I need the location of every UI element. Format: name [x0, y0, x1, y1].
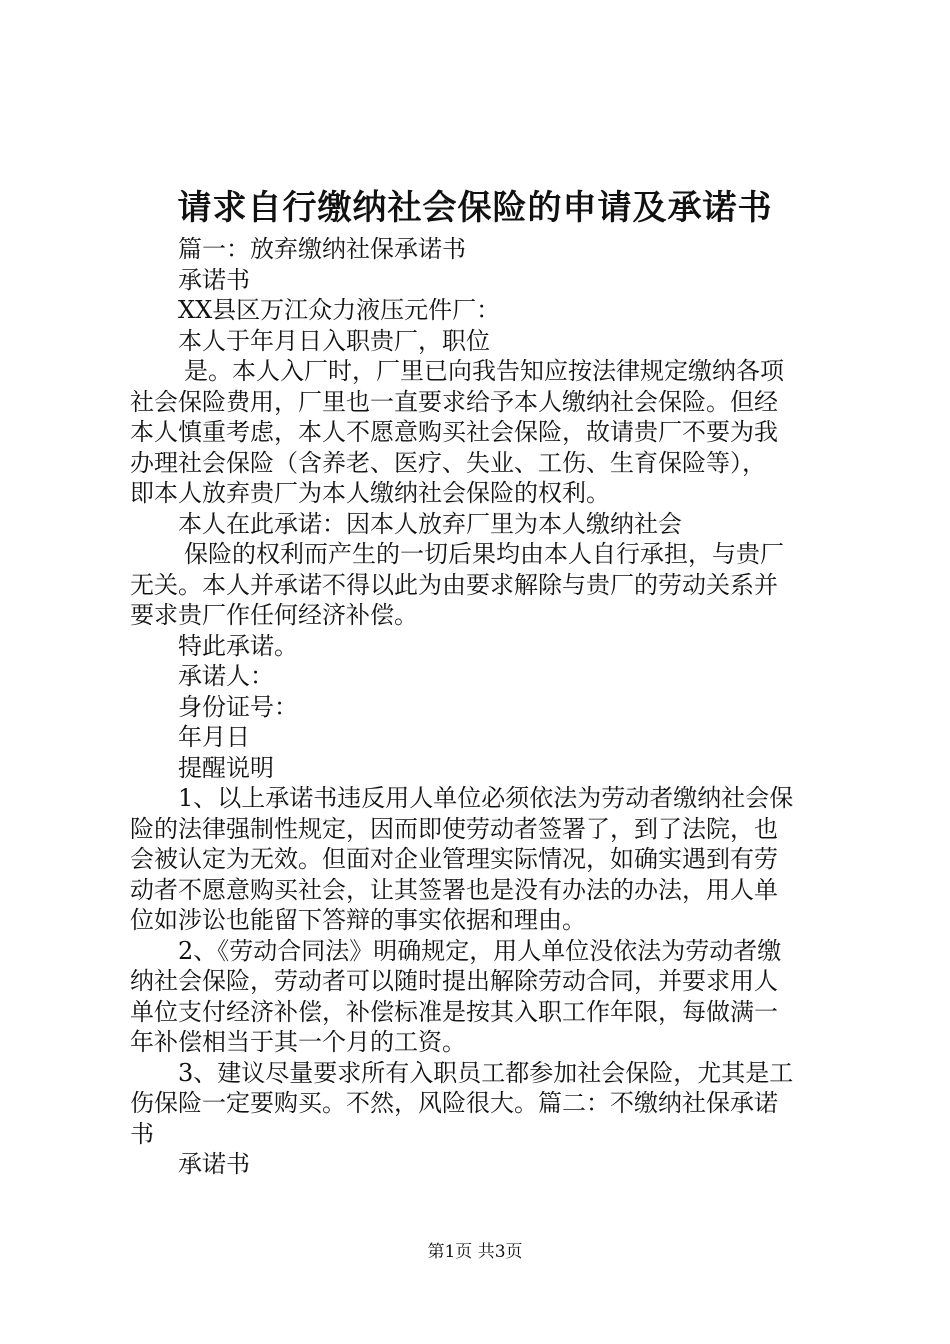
body-line: 动者不愿意购买社会，让其签署也是没有办法的办法，用人单	[130, 875, 778, 904]
body-line: 伤保险一定要购买。不然，风险很大。篇二：不缴纳社保承诺	[130, 1089, 778, 1117]
document-title: 请求自行缴纳社会保险的申请及承诺书	[177, 188, 773, 228]
body-line: 要求贵厂作任何经济补偿。	[130, 601, 418, 629]
body-line: 会被认定为无效。但面对企业管理实际情况，如确实遇到有劳	[130, 845, 778, 873]
body-line: 1、以上承诺书违反用人单位必须依法为劳动者缴纳社会保	[178, 784, 794, 812]
page-number-footer: 第1页 共3页	[427, 1242, 523, 1262]
body-line: 保险的权利而产生的一切后果均由本人自行承担，与贵厂	[184, 540, 784, 568]
body-line: 书	[130, 1119, 154, 1148]
body-line: 无关。本人并承诺不得以此为由要求解除与贵厂的劳动关系并	[130, 570, 778, 599]
body-line: 本人于年月日入职贵厂，职位	[178, 326, 490, 355]
body-line: 承诺书	[178, 1150, 250, 1178]
body-line: 承诺人：	[178, 662, 274, 690]
body-line: 险的法律强制性规定，因而即使劳动者签署了，到了法院，也	[130, 814, 778, 843]
body-line: 篇一：放弃缴纳社保承诺书	[178, 235, 466, 263]
body-line: 年月日	[178, 723, 250, 751]
body-line: 特此承诺。	[178, 631, 298, 660]
body-line: 年补偿相当于其一个月的工资。	[130, 1028, 466, 1056]
body-line: 社会保险费用，厂里也一直要求给予本人缴纳社会保险。但经	[130, 387, 778, 416]
body-line: 是。本人入厂时，厂里已向我告知应按法律规定缴纳各项	[184, 357, 784, 385]
body-line: 提醒说明	[178, 753, 274, 782]
body-line: XX县区万江众力液压元件厂：	[178, 296, 501, 324]
body-line: 办理社会保险（含养老、医疗、失业、工伤、生育保险等），	[130, 448, 766, 477]
body-line: 身份证号：	[178, 692, 298, 721]
body-line: 3、建议尽量要求所有入职员工都参加社会保险，尤其是工	[178, 1058, 794, 1087]
body-line: 承诺书	[178, 265, 250, 294]
body-line: 位如涉讼也能留下答辩的事实依据和理由。	[130, 906, 586, 934]
body-line: 本人在此承诺：因本人放弃厂里为本人缴纳社会	[178, 509, 682, 538]
body-line: 2、《劳动合同法》明确规定，用人单位没依法为劳动者缴	[178, 936, 782, 965]
document-body	[130, 234, 830, 1180]
body-line: 纳社会保险，劳动者可以随时提出解除劳动合同，并要求用人	[130, 967, 778, 995]
body-line: 本人慎重考虑，本人不愿意购买社会保险，故请贵厂不要为我	[130, 418, 778, 446]
body-line: 即本人放弃贵厂为本人缴纳社会保险的权利。	[130, 479, 610, 507]
body-line: 单位支付经济补偿，补偿标准是按其入职工作年限，每做满一	[130, 997, 778, 1026]
